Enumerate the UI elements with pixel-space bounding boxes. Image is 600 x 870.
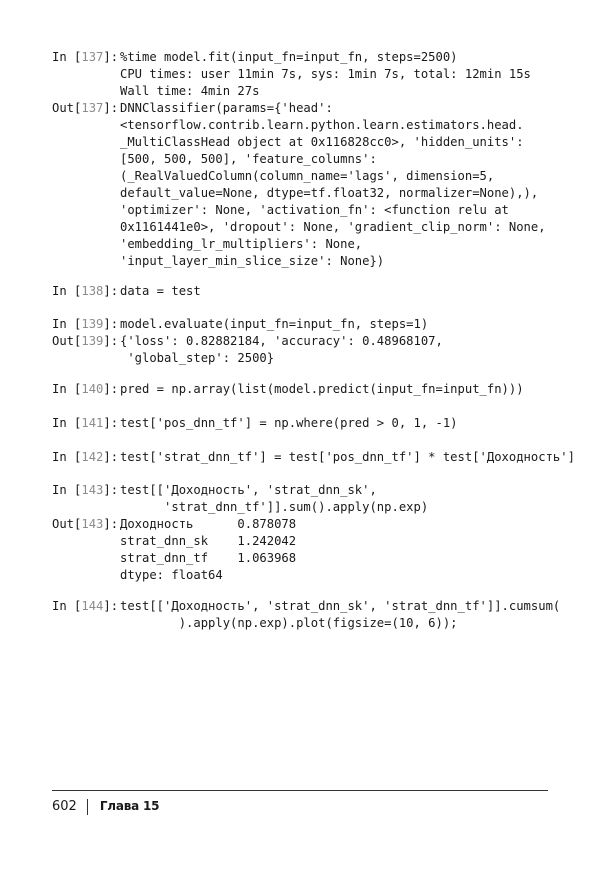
code-text: test[['Доходность', 'strat_dnn_sk', [120, 483, 377, 497]
code-text: 'embedding_lr_multipliers': None, [120, 237, 363, 251]
code-text: {'loss': 0.82882184, 'accuracy': 0.48968107, [120, 334, 443, 348]
code-line [52, 615, 458, 632]
code-text: 'global_step': 2500} [120, 351, 275, 365]
code-line [52, 253, 384, 270]
code-line-first [52, 598, 560, 615]
code-text: 'strat_dnn_tf']].sum().apply(np.exp) [120, 500, 429, 514]
code-line [52, 151, 377, 168]
execution-count: 140 [81, 382, 104, 396]
code-line-first [52, 49, 458, 66]
code-line [52, 499, 428, 516]
input-prompt: In [138]: [52, 284, 126, 298]
output-prompt: Out[139]: [52, 334, 126, 348]
input-prompt: In [140]: [52, 382, 126, 396]
code-line [52, 83, 259, 100]
code-line [52, 550, 296, 567]
code-text: test['strat_dnn_tf'] = test['pos_dnn_tf'] * test['Доходность'] [120, 450, 575, 464]
execution-count: 143 [81, 517, 104, 531]
code-text: <tensorflow.contrib.learn.python.learn.estimators.head. [120, 118, 524, 132]
code-text: Доходность 0.878078 [120, 517, 297, 531]
code-text: dtype: float64 [120, 568, 223, 582]
code-line-first [52, 449, 575, 466]
code-line-first [52, 482, 377, 499]
input-prompt: In [144]: [52, 599, 126, 613]
execution-count: 137 [81, 50, 104, 64]
footer-divider [52, 790, 548, 791]
code-line-first [52, 316, 428, 333]
prompt-label: In [52, 416, 67, 430]
prompt-label: In [52, 50, 67, 64]
prompt-label: In [52, 284, 67, 298]
code-text: pred = np.array(list(model.predict(input_fn=input_fn))) [120, 382, 524, 396]
code-line-first [52, 381, 524, 398]
input-prompt: In [139]: [52, 317, 126, 331]
prompt-label: Out [52, 101, 75, 115]
code-text: default_value=None, dtype=tf.float32, normalizer=None),), [120, 186, 539, 200]
execution-count: 139 [81, 334, 104, 348]
prompt-label: In [52, 382, 67, 396]
code-line-first [52, 516, 296, 533]
prompt-label: In [52, 483, 67, 497]
code-text: Wall time: 4min 27s [120, 84, 260, 98]
page-footer [52, 797, 159, 815]
input-prompt: In [143]: [52, 483, 126, 497]
code-line [52, 350, 274, 367]
footer-separator [87, 799, 88, 815]
code-line [52, 134, 524, 151]
prompt-label: Out [52, 517, 75, 531]
prompt-label: Out [52, 334, 75, 348]
code-line-first [52, 415, 458, 432]
chapter-label: Глава 15 [99, 799, 160, 813]
execution-count: 144 [81, 599, 104, 613]
code-line [52, 567, 223, 584]
execution-count: 137 [81, 101, 104, 115]
prompt-label: In [52, 599, 67, 613]
code-text: 'optimizer': None, 'activation_fn': <function relu at [120, 203, 509, 217]
code-text: _MultiClassHead object at 0x116828cc0>, 'hidden_units': [120, 135, 524, 149]
input-prompt: In [142]: [52, 450, 126, 464]
code-text: ).apply(np.exp).plot(figsize=(10, 6)); [120, 616, 458, 630]
code-text: strat_dnn_sk 1.242042 [120, 534, 297, 548]
prompt-label: In [52, 317, 67, 331]
code-line [52, 185, 538, 202]
code-line [52, 117, 524, 134]
page-number: 602 [52, 799, 77, 814]
code-line [52, 533, 296, 550]
code-text: test[['Доходность', 'strat_dnn_sk', 'strat_dnn_tf']].cumsum( [120, 599, 561, 613]
code-line-first [52, 333, 443, 350]
code-text: strat_dnn_tf 1.063968 [120, 551, 297, 565]
prompt-label: In [52, 450, 67, 464]
input-prompt: In [137]: [52, 50, 126, 64]
execution-count: 141 [81, 416, 104, 430]
code-text: (_RealValuedColumn(column_name='lags', dimension=5, [120, 169, 495, 183]
code-text: %time model.fit(input_fn=input_fn, steps=2500) [120, 50, 458, 64]
code-text: test['pos_dnn_tf'] = np.where(pred > 0, 1, -1) [120, 416, 458, 430]
code-line [52, 66, 531, 83]
code-text: 0x1161441e0>, 'dropout': None, 'gradient_clip_norm': None, [120, 220, 546, 234]
code-text: [500, 500, 500], 'feature_columns': [120, 152, 377, 166]
code-line [52, 168, 494, 185]
code-text: data = test [120, 284, 201, 298]
code-line [52, 219, 546, 236]
code-text: DNNClassifier(params={'head': [120, 101, 333, 115]
output-prompt: Out[143]: [52, 517, 126, 531]
input-prompt: In [141]: [52, 416, 126, 430]
execution-count: 139 [81, 317, 104, 331]
output-prompt: Out[137]: [52, 101, 126, 115]
code-text: CPU times: user 11min 7s, sys: 1min 7s, total: 12min 15s [120, 67, 531, 81]
code-text: model.evaluate(input_fn=input_fn, steps=1) [120, 317, 429, 331]
execution-count: 138 [81, 284, 104, 298]
code-line-first [52, 100, 333, 117]
code-line [52, 202, 509, 219]
execution-count: 142 [81, 450, 104, 464]
code-line [52, 236, 362, 253]
code-text: 'input_layer_min_slice_size': None}) [120, 254, 385, 268]
execution-count: 143 [81, 483, 104, 497]
code-line-first [52, 283, 201, 300]
